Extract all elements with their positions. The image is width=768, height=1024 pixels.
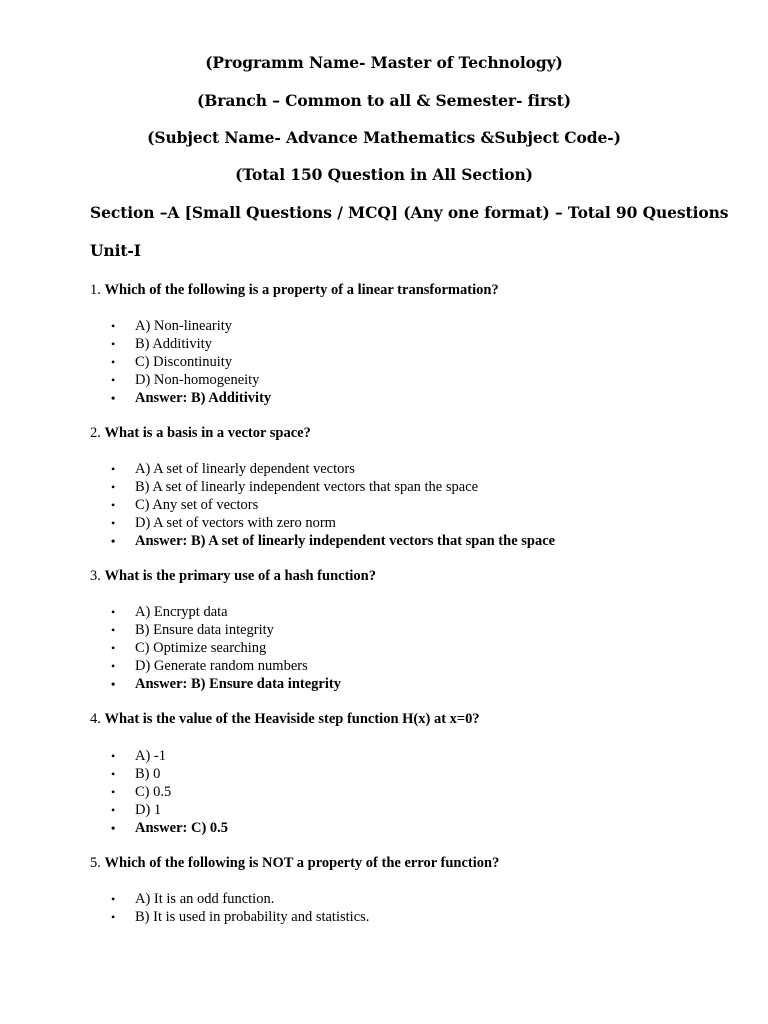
question-1-options bbox=[0, 317, 271, 407]
question-text: Which of the following is a property of a linear transformation? bbox=[104, 282, 499, 298]
question-1 bbox=[90, 282, 499, 299]
question-2-options bbox=[0, 460, 555, 550]
subject-heading: (Subject Name- Advance Mathematics &Subject Code-) bbox=[147, 128, 621, 147]
question-3-options bbox=[0, 603, 341, 693]
option-a: • A) A set of linearly dependent vectors bbox=[0, 460, 555, 478]
question-number: 2. bbox=[90, 425, 101, 441]
answer: • Answer: C) 0.5 bbox=[0, 819, 228, 837]
question-2 bbox=[90, 425, 311, 442]
option-b: • B) 0 bbox=[0, 765, 228, 783]
option-c: • C) Any set of vectors bbox=[0, 496, 555, 514]
option-d: • D) Non-homogeneity bbox=[0, 371, 271, 389]
question-number: 3. bbox=[90, 568, 101, 584]
section-a-title: Section –A [Small Questions / MCQ] (Any one format) – Total 90 Questions bbox=[90, 203, 729, 222]
question-text: What is a basis in a vector space? bbox=[104, 425, 311, 441]
question-4-options bbox=[0, 747, 228, 837]
option-b: • B) Additivity bbox=[0, 335, 271, 353]
answer: • Answer: B) Additivity bbox=[0, 389, 271, 407]
question-number: 5. bbox=[90, 855, 101, 871]
option-a: • A) -1 bbox=[0, 747, 228, 765]
programme-name-heading: (Programm Name- Master of Technology) bbox=[205, 53, 563, 72]
question-3 bbox=[90, 568, 376, 585]
question-text: What is the primary use of a hash function? bbox=[104, 568, 376, 584]
option-d: • D) 1 bbox=[0, 801, 228, 819]
option-a: • A) It is an odd function. bbox=[0, 890, 369, 908]
question-5-options bbox=[0, 890, 369, 926]
branch-semester-heading: (Branch – Common to all & Semester- first) bbox=[197, 91, 571, 110]
option-b: • B) It is used in probability and statistics. bbox=[0, 908, 369, 926]
question-4 bbox=[90, 711, 480, 728]
question-5 bbox=[90, 855, 499, 872]
question-number: 4. bbox=[90, 711, 101, 727]
question-text: Which of the following is NOT a property of the error function? bbox=[104, 855, 500, 871]
option-a: • A) Non-linearity bbox=[0, 317, 271, 335]
question-number: 1. bbox=[90, 282, 101, 298]
option-b: • B) Ensure data integrity bbox=[0, 621, 341, 639]
option-c: • C) 0.5 bbox=[0, 783, 228, 801]
option-a: • A) Encrypt data bbox=[0, 603, 341, 621]
unit-title: Unit-I bbox=[90, 241, 141, 260]
answer: • Answer: B) Ensure data integrity bbox=[0, 675, 341, 693]
total-questions-heading: (Total 150 Question in All Section) bbox=[235, 165, 533, 184]
option-d: • D) Generate random numbers bbox=[0, 657, 341, 675]
answer: • Answer: B) A set of linearly independent vectors that span the space bbox=[0, 532, 555, 550]
option-c: • C) Discontinuity bbox=[0, 353, 271, 371]
option-d: • D) A set of vectors with zero norm bbox=[0, 514, 555, 532]
option-c: • C) Optimize searching bbox=[0, 639, 341, 657]
question-text: What is the value of the Heaviside step function H(x) at x=0? bbox=[104, 711, 480, 727]
option-b: • B) A set of linearly independent vectors that span the space bbox=[0, 478, 555, 496]
